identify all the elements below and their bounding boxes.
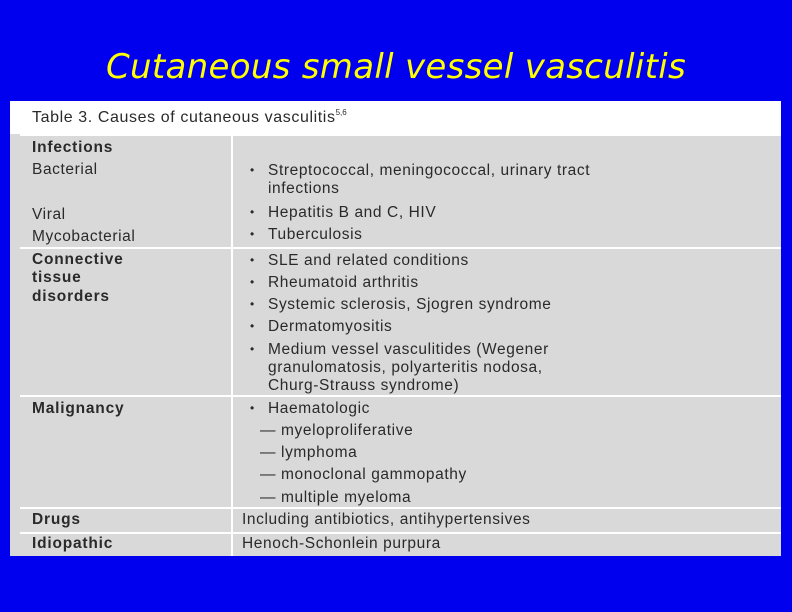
list-item [250,249,469,272]
malignancy-subitem: myeloproliferative [281,422,414,439]
drugs-heading: Drugs [32,511,81,528]
list-item [250,293,551,316]
connective-item: Medium vessel vasculitides (Wegener [268,341,549,358]
table-caption-text: Table 3. Causes of cutaneous vasculitis [32,109,336,126]
table-column-divider [231,134,233,556]
bacterial-item-continued: infections [268,180,340,197]
malignancy-item: Haematologic [268,400,370,417]
table-caption-references: 5,6 [335,108,347,117]
table-caption [10,101,781,134]
list-item [250,397,370,420]
list-item [250,201,436,224]
connective-item-continued: granulomatosis, polyarteritis nodosa, [268,359,543,376]
list-item [260,487,411,509]
bacterial-label: Bacterial [32,161,98,178]
connective-item: SLE and related conditions [268,252,469,269]
bacterial-item: Streptococcal, meningococcal, urinary tract [268,162,591,179]
list-item [250,271,419,294]
viral-label: Viral [32,206,66,223]
list-item [260,442,357,464]
dash-icon: — [260,444,277,461]
idiopathic-text: Henoch-Schonlein purpura [242,535,441,552]
malignancy-subitem: monoclonal gammopathy [281,466,467,483]
dash-icon: — [260,466,277,483]
malignancy-subitem: multiple myeloma [281,489,412,506]
causes-table [10,101,781,556]
connective-item: Dermatomyositis [268,318,393,335]
bullet-icon: • [250,163,255,177]
mycobacterial-label: Mycobacterial [32,228,136,245]
bullet-icon: • [250,253,255,267]
connective-heading-line3: disorders [32,288,110,305]
connective-item: Systemic sclerosis, Sjogren syndrome [268,296,552,313]
mycobacterial-item: Tuberculosis [268,226,363,243]
bullet-icon: • [250,275,255,289]
bullet-icon: • [250,297,255,311]
dash-icon: — [260,489,277,506]
viral-item: Hepatitis B and C, HIV [268,204,437,221]
bullet-icon: • [250,319,255,333]
bullet-icon: • [250,401,255,415]
bullet-icon: • [250,205,255,219]
connective-item: Rheumatoid arthritis [268,274,419,291]
malignancy-subitem: lymphoma [281,444,358,461]
idiopathic-heading: Idiopathic [32,535,114,552]
connective-heading-line1: Connective [32,251,124,268]
bullet-icon: • [250,227,255,241]
bullet-icon: • [250,342,255,356]
dash-icon: — [260,422,277,439]
list-item [260,464,467,486]
list-item [260,420,413,442]
infections-heading: Infections [32,139,114,156]
drugs-text: Including antibiotics, antihypertensives [242,511,531,528]
table-rule [20,133,781,136]
connective-item-continued: Churg-Strauss syndrome) [268,377,460,394]
malignancy-heading: Malignancy [32,400,125,417]
list-item [250,315,392,338]
connective-heading-line2: tissue [32,269,82,286]
list-item [250,223,363,246]
slide-title: Cutaneous small vessel vasculitis [106,47,686,87]
